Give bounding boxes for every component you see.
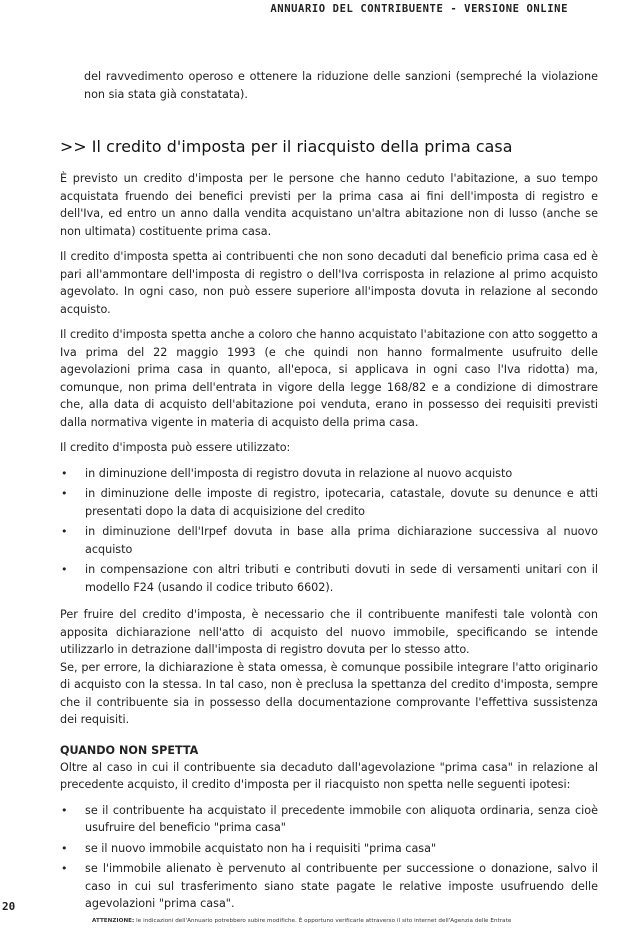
list-item-text: se il nuovo immobile acquistato non ha i requisiti "prima casa" (85, 841, 437, 855)
list-item-text: in diminuzione dell'imposta di registro dovuta in relazione al nuovo acquisto (85, 466, 513, 480)
list-item (60, 840, 598, 858)
list-item-text: in diminuzione dell'Irpef dovuta in base alla prima dichiarazione successiva al nuovo acquisto (85, 525, 598, 556)
list-item-text: se l'immobile alienato è pervenuto al contribuente per successione o donazione, salvo il caso in cui sul trasferimento siano state pagate le relative imposte usufruendo delle agevolazioni "prima casa". (85, 862, 598, 910)
credit-uses-list (60, 465, 598, 597)
section-paragraph: Se, per errore, la dichiarazione è stata omessa, è comunque possibile integrare l'atto originario di acquisto con la stessa. In tal caso, non è preclusa la spettanza del credito d'imposta, sempre che il contribuente sia in possesso della documentazione comprovante l'effettiva sussistenza dei requisiti. (60, 660, 598, 726)
list-item (60, 465, 598, 483)
running-header: ANNUARIO DEL CONTRIBUENTE - VERSIONE ONLINE (270, 3, 568, 15)
bullet-icon: • (61, 487, 68, 500)
list-item (60, 561, 598, 596)
section-paragraph: Il credito d'imposta può essere utilizzato: (60, 441, 291, 454)
bullet-icon: • (61, 563, 68, 576)
list-item (60, 860, 598, 913)
list-item-text: se il contribuente ha acquistato il precedente immobile con aliquota ordinaria, senza cioè usufruire del beneficio "prima casa" (85, 803, 598, 834)
section-paragraph: Il credito d'imposta spetta ai contribuenti che non sono decaduti dal beneficio prima casa ed è pari all'ammontare dell'imposta di registro o dell'Iva corrisposta in relazione al primo acquisto agevolato. In ogni caso, non può essere superiore all'imposta dovuta in relazione al secondo acquisto. (60, 250, 598, 316)
list-item-text: in diminuzione delle imposte di registro, ipotecaria, catastale, dovute su denunce e atti presentati dopo la data di acquisizione del credito (85, 487, 598, 518)
bullet-icon: • (61, 525, 68, 538)
section-title: >> Il credito d'imposta per il riacquisto della prima casa (60, 137, 513, 156)
footer-note-label: ATTENZIONE: (92, 918, 135, 924)
bullet-icon: • (61, 803, 68, 817)
footer-note (92, 918, 592, 924)
subsection-title: QUANDO NON SPETTA (60, 743, 199, 757)
bullet-icon: • (61, 466, 68, 480)
bullet-icon: • (61, 862, 68, 875)
list-item (60, 485, 598, 520)
section-paragraph: È previsto un credito d'imposta per le persone che hanno ceduto l'abitazione, a suo tempo acquistata fruendo dei benefici previsti per la prima casa ai fini dell'imposta di registro e dell'Iva, ed entro un anno dalla vendita acquistano un'altra abitazione non di lusso (anche se non ultimata) costituente prima casa. (60, 172, 598, 238)
section-paragraph: Per fruire del credito d'imposta, è necessario che il contribuente manifesti tale volontà con apposita dichiarazione nell'atto di acquisto del nuovo immobile, specificando se intende utilizzarlo in detrazione dall'imposta di registro dovuta per lo stesso atto. (60, 608, 598, 656)
list-item-text: in compensazione con altri tributi e contributi dovuti in sede di versamenti unitari con il modello F24 (usando il codice tributo 6602). (85, 563, 598, 594)
exclusions-list (60, 802, 598, 913)
page-body (60, 68, 598, 923)
footer-note-text: le indicazioni dell'Annuario potrebbero subire modifiche. È opportuno verificarle attraverso il sito internet dell'Agenzia delle Entrate (136, 918, 512, 924)
page-number: 20 (2, 900, 16, 913)
list-item (60, 523, 598, 558)
bullet-icon: • (61, 841, 68, 855)
intro-continuation: del ravvedimento operoso e ottenere la riduzione delle sanzioni (sempreché la violazione non sia stata già constatata). (84, 70, 598, 101)
list-item (60, 802, 598, 837)
subsection-intro: Oltre al caso in cui il contribuente sia decaduto dall'agevolazione "prima casa" in relazione al precedente acquisto, il credito d'imposta per il riacquisto non spetta nelle seguenti ipotesi: (60, 760, 598, 791)
section-paragraph: Il credito d'imposta spetta anche a coloro che hanno acquistato l'abitazione con atto soggetto a Iva prima del 22 maggio 1993 (e che quindi non hanno formalmente usufruito delle agevolazioni prima casa in quanto, all'epoca, si applicava in ogni caso l'Iva ridotta) ma, comunque, non prima dell'entrata in vigore della legge 168/82 e a condizione di dimostrare che, alla data di acquisto dell'abitazione poi venduta, erano in possesso dei requisiti previsti dalla normativa vigente in materia di acquisto della prima casa. (60, 328, 598, 429)
